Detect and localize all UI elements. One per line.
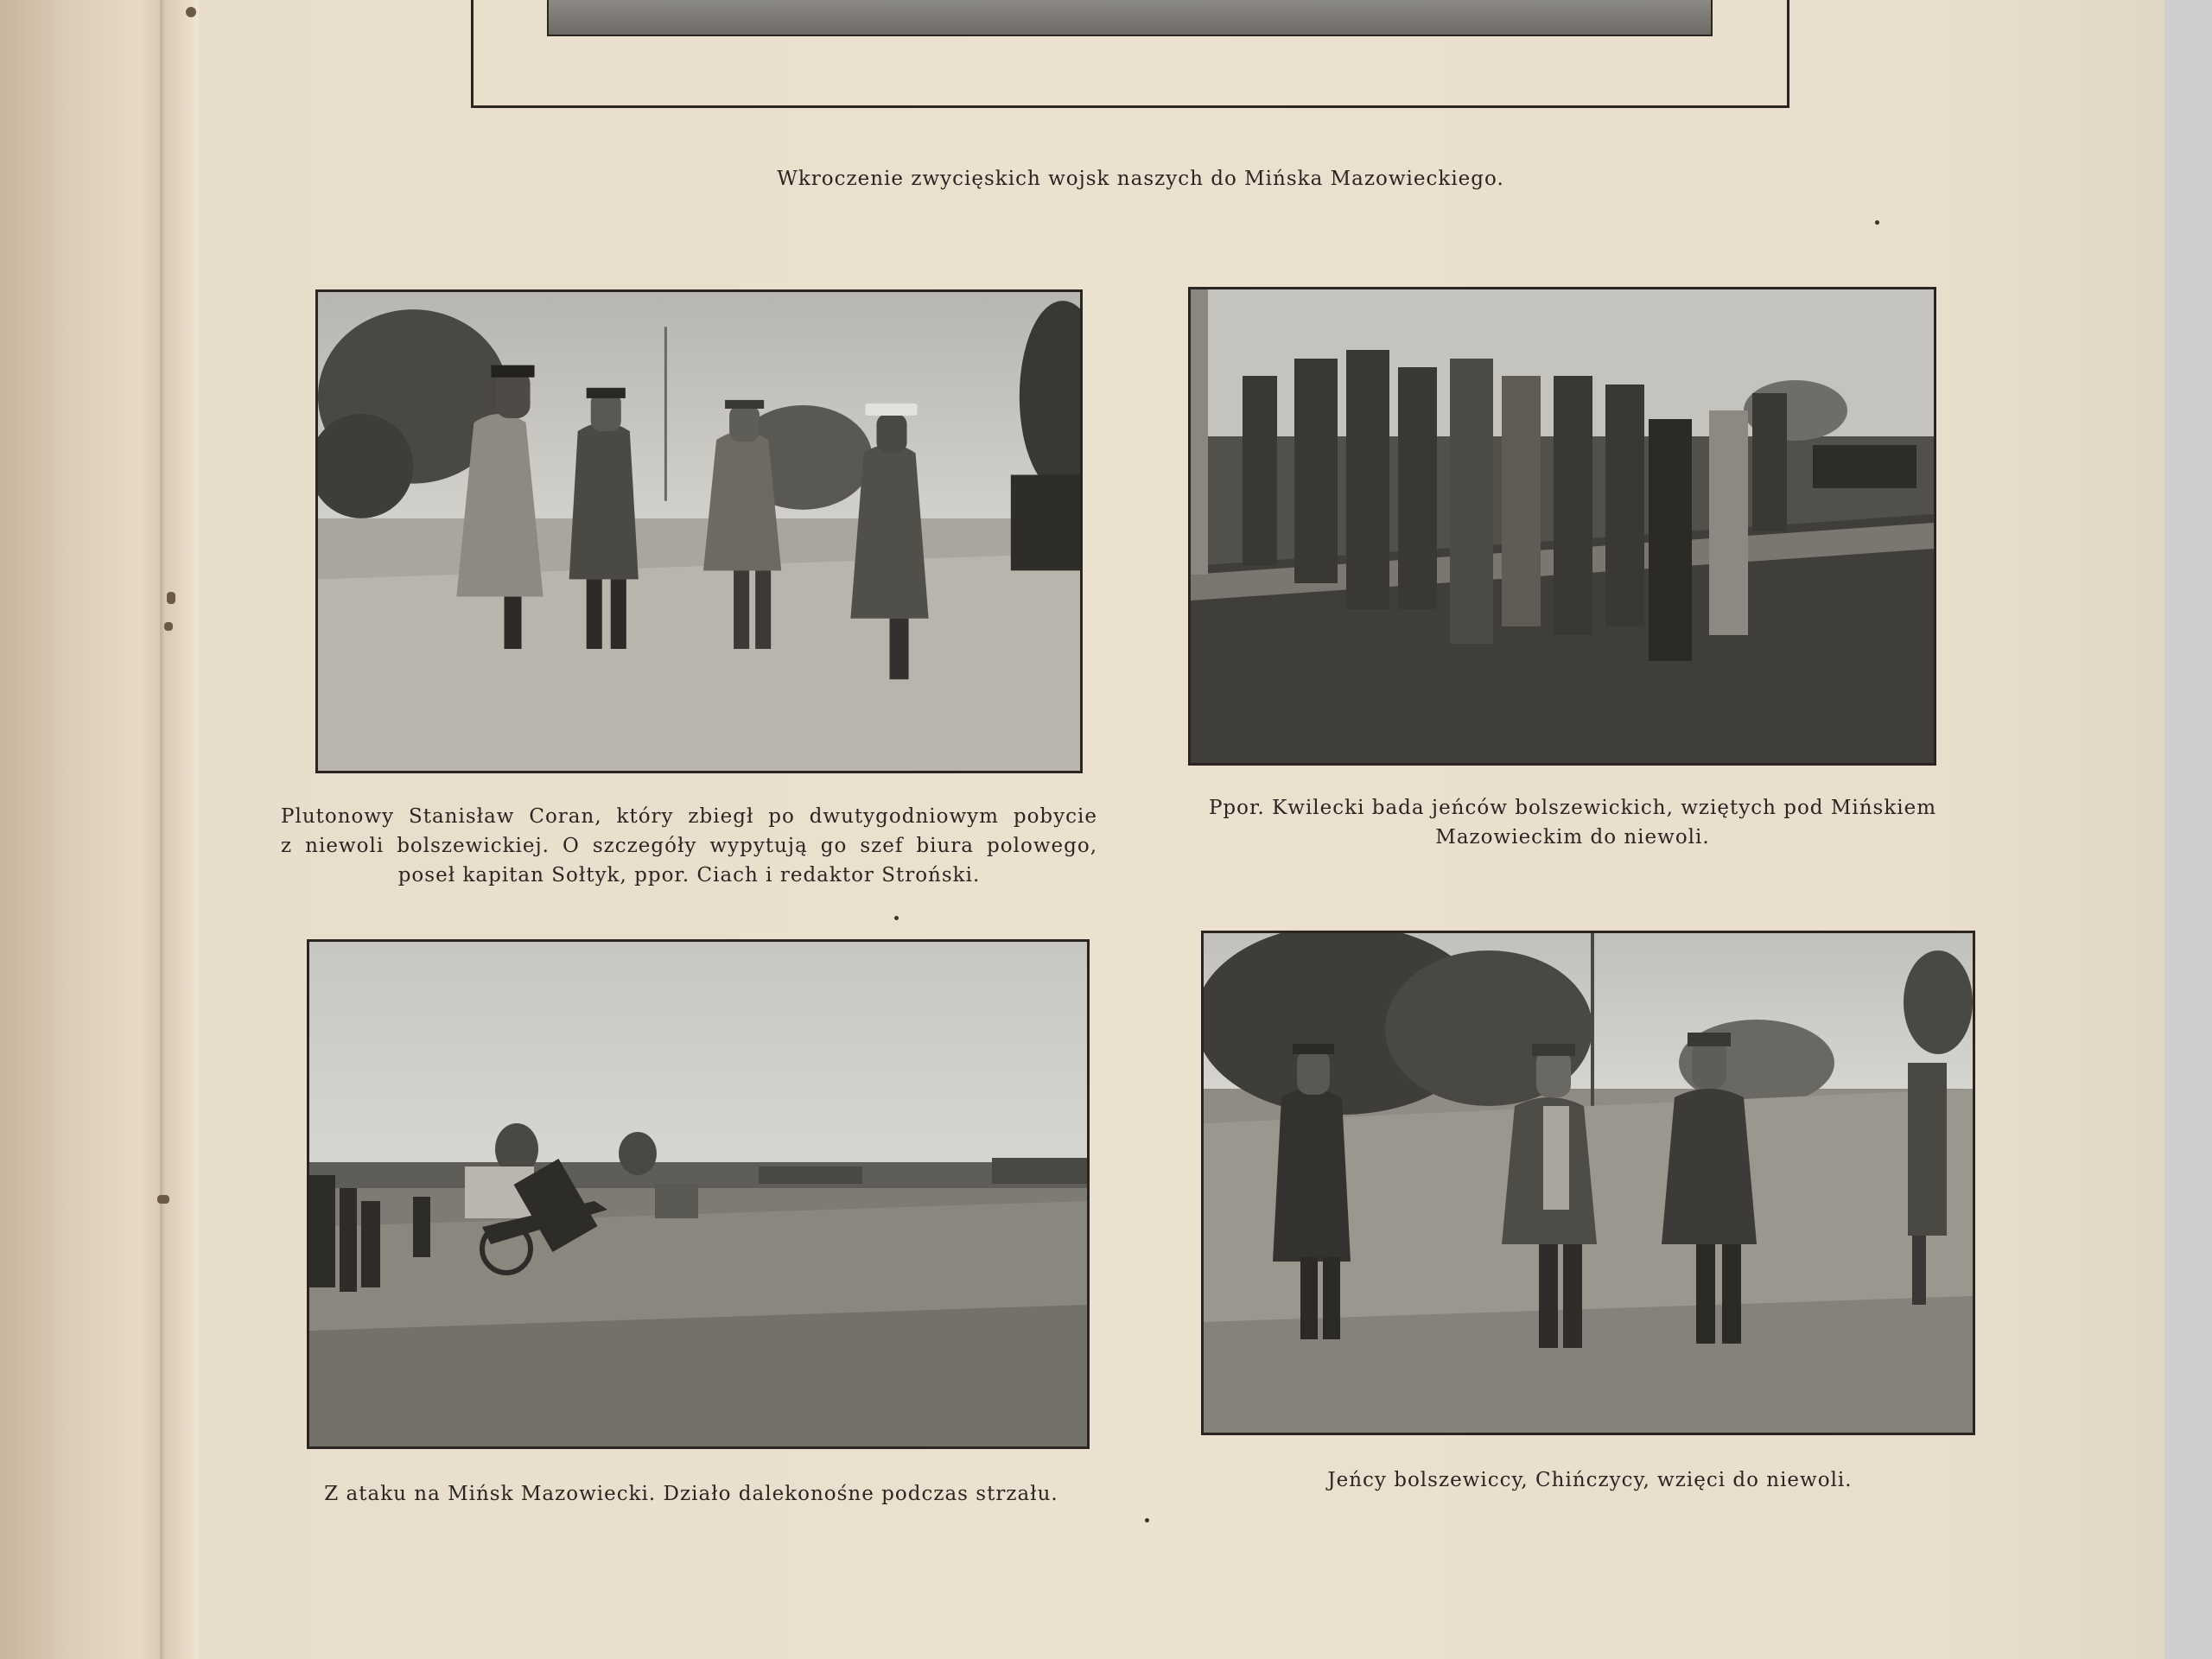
caption-line: z niewoli bolszewickiej. O szczegóły wypytują go szef biura polowego,	[281, 835, 1097, 857]
photo-soldiers-on-road	[315, 289, 1083, 773]
binding-hole	[157, 1195, 169, 1204]
ink-speck	[894, 916, 899, 920]
photo-prisoners-interrogation	[1188, 287, 1936, 766]
ink-speck	[1145, 1518, 1149, 1522]
binding-hole	[167, 592, 175, 604]
photo4-caption	[1192, 1465, 1987, 1495]
caption-line: Mazowieckim do niewoli.	[1435, 826, 1710, 849]
photo-artillery-firing	[307, 939, 1090, 1449]
caption-line: Z ataku na Mińsk Mazowiecki. Działo dalekonośne podczas strzału.	[324, 1483, 1058, 1505]
photo2-caption	[1192, 793, 1953, 852]
binding-hole	[186, 7, 196, 17]
caption-line: Plutonowy Stanisław Coran, który zbiegł po dwutygodniowym pobycie	[281, 805, 1097, 828]
photo3-caption	[285, 1479, 1097, 1509]
caption-line: poseł kapitan Sołtyk, ppor. Ciach i redaktor Stroński.	[397, 864, 981, 887]
spine-shadow	[160, 0, 165, 1659]
photo-chinese-prisoners	[1201, 931, 1975, 1435]
caption-line: Ppor. Kwilecki bada jeńców bolszewickich, wziętych pod Mińskiem	[1208, 797, 1937, 819]
binding-hole	[164, 622, 173, 631]
caption-line: Jeńcy bolszewiccy, Chińczycy, wzięci do niewoli.	[1327, 1469, 1853, 1491]
top-photo	[547, 0, 1713, 36]
photo1-caption	[281, 802, 1097, 890]
caption-line: Wkroczenie zwycięskich wojsk naszych do Mińska Mazowieckiego.	[777, 168, 1504, 190]
top-photo-caption	[518, 164, 1763, 194]
binding-gutter	[0, 0, 199, 1659]
ink-speck	[1875, 220, 1879, 225]
